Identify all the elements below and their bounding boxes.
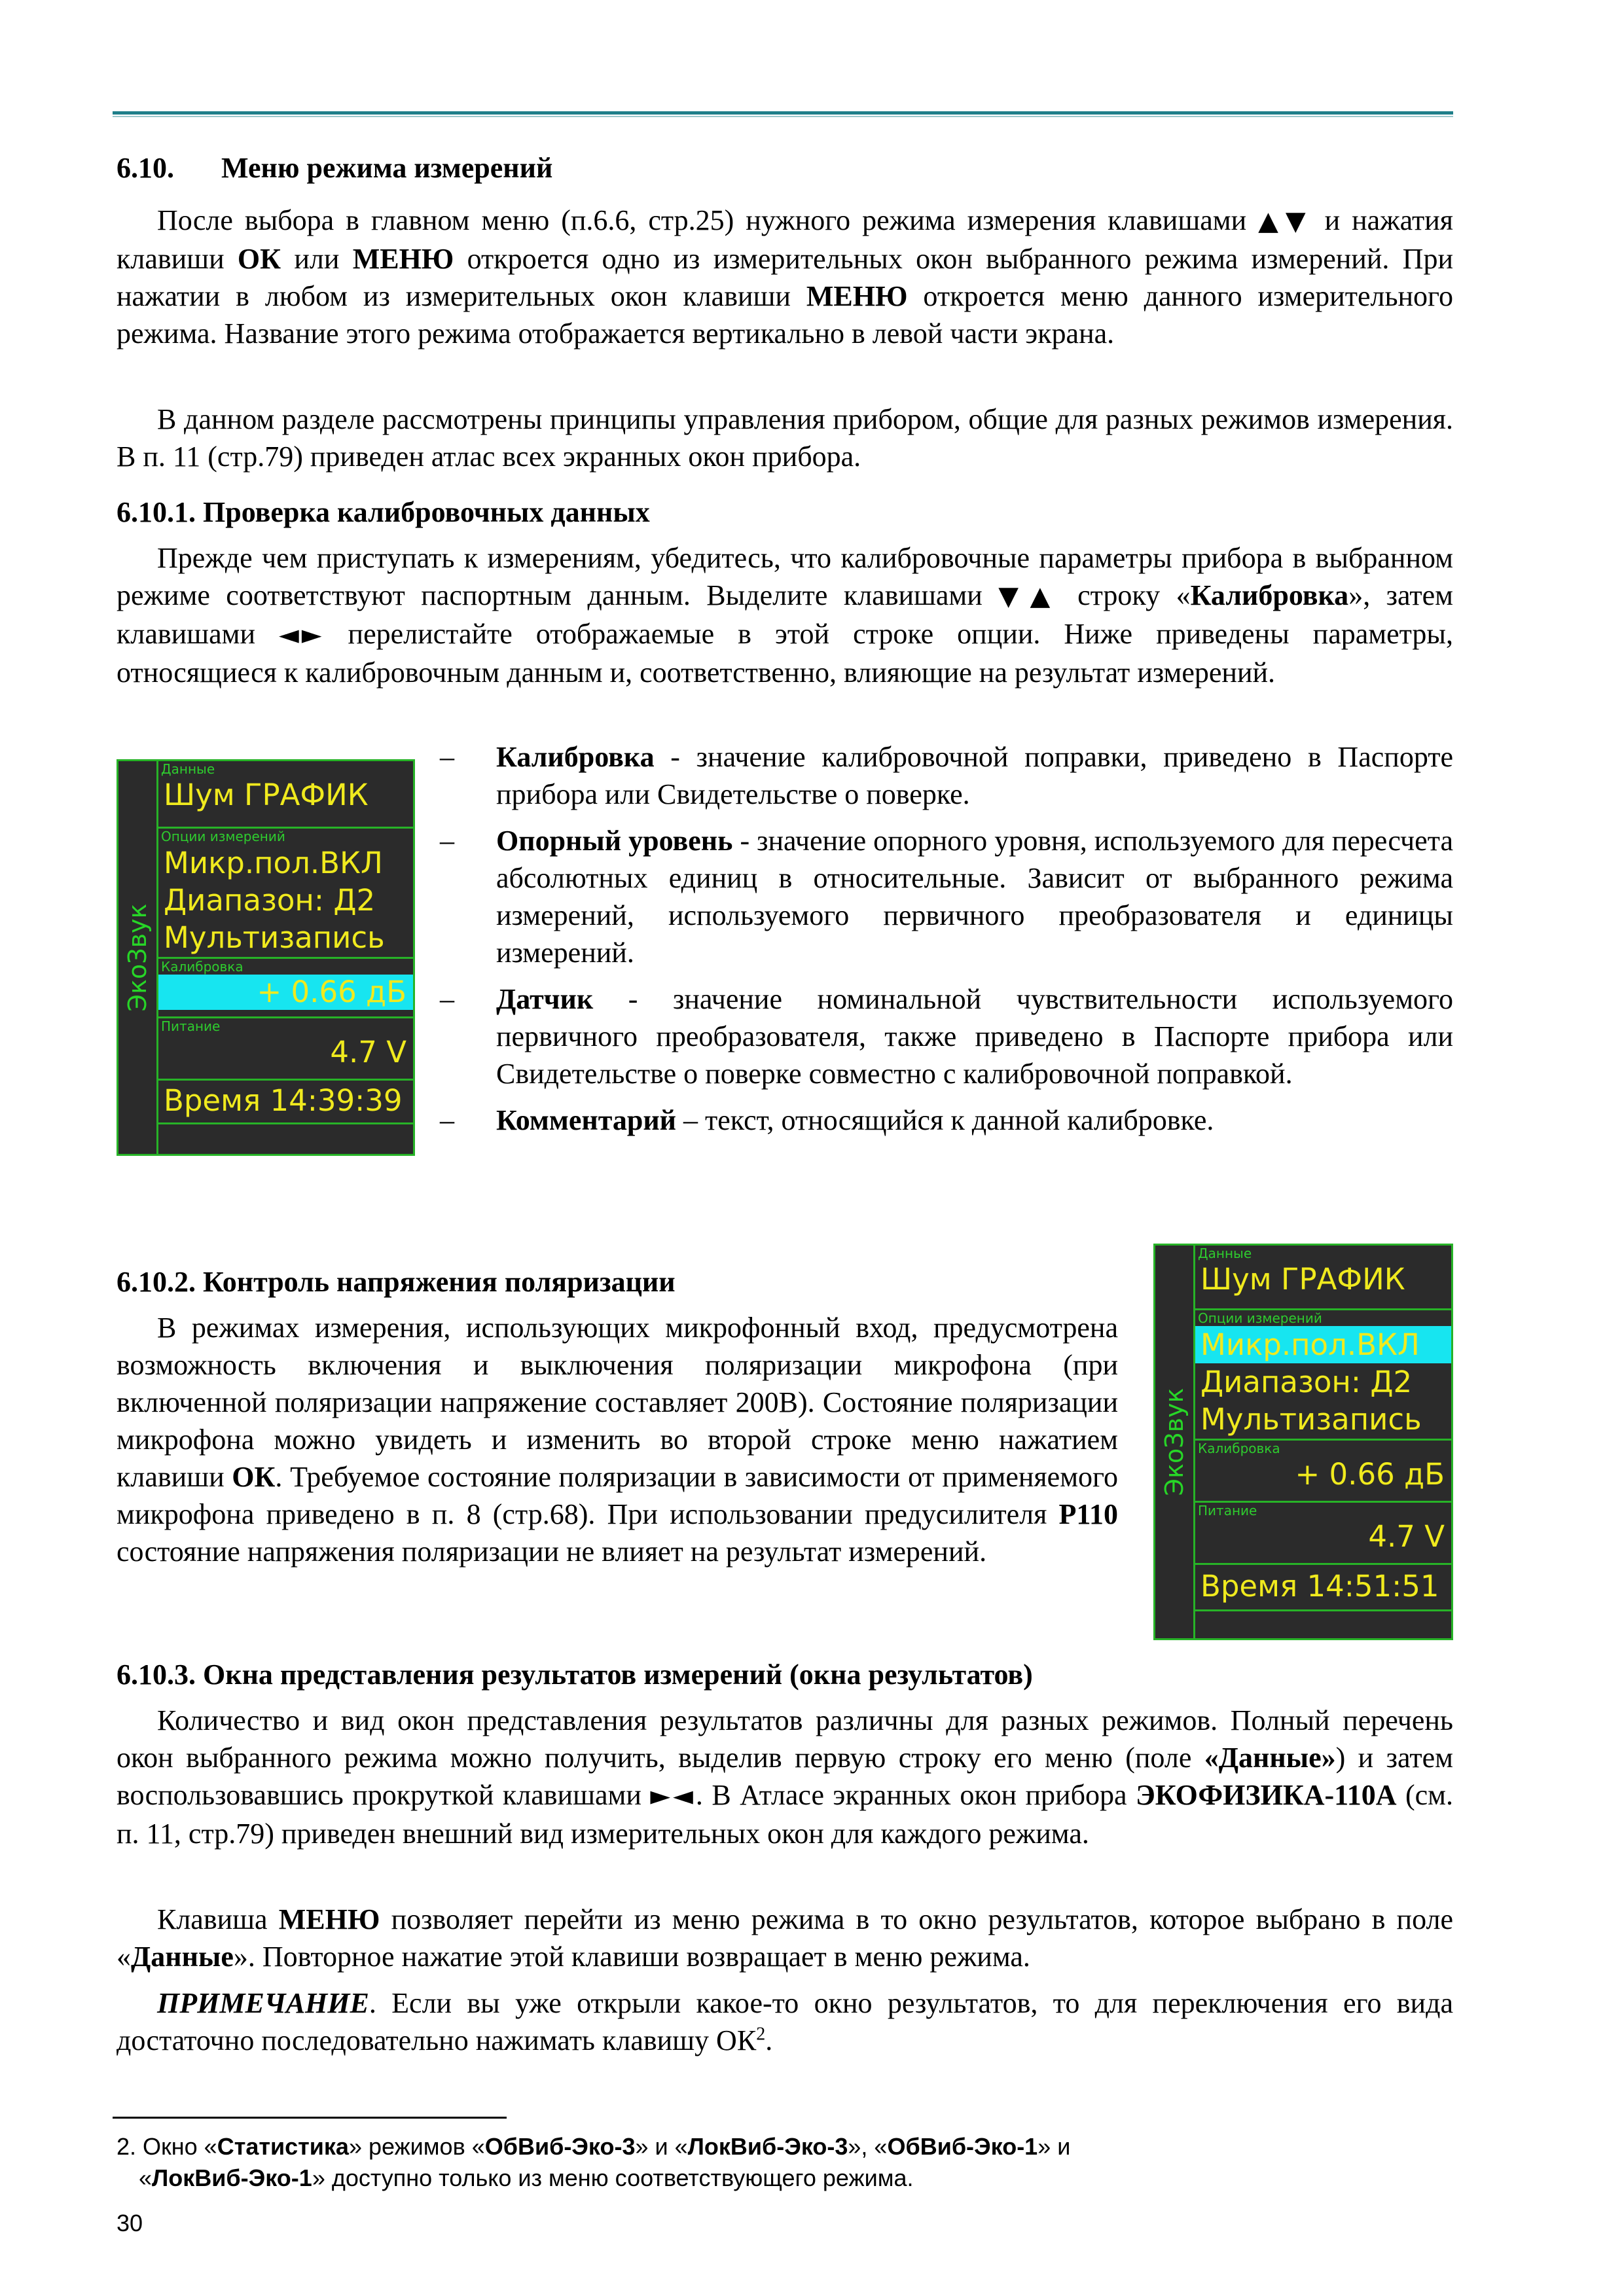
power-label: Питание: [161, 1018, 221, 1034]
time-value: Время 14:39:39: [164, 1083, 403, 1118]
options-label: Опции измерений: [161, 829, 285, 844]
up-down-keys-icon: ▲▼: [1258, 206, 1313, 236]
power-label: Питание: [1198, 1503, 1257, 1518]
list-item: – Калибровка - значение калибровочной поправки, приведено в Паспорте прибора или Свидетельстве о поверке.: [440, 741, 1453, 810]
options-label: Опции измерений: [1198, 1310, 1322, 1326]
header-rule-accent: [113, 116, 1453, 117]
mode-name-vertical: ЭкоЗвук: [118, 761, 158, 1154]
section-number: 6.10.: [117, 152, 174, 184]
list-item: – Датчик - значение номинальной чувствительности используемого первичного преобразователя, также приведено в Паспорте прибора или Свидетельстве о поверке совместно с калибровочной поправкой.: [440, 983, 1453, 1090]
section-heading-6-10-1: 6.10.1. Проверка калибровочных данных: [117, 496, 650, 528]
data-value: Шум ГРАФИК: [1200, 1262, 1405, 1297]
down-up-keys-icon: ▼▲: [998, 581, 1062, 611]
paragraph-principles: В данном разделе рассмотрены принципы управления прибором, общие для разных режимов измерения. В п. 11 (стр.79) приведен атлас всех экранных окон прибора.: [117, 403, 1453, 473]
option-polarization: Микр.пол.ВКЛ: [164, 846, 383, 880]
paragraph-intro: После выбора в главном меню (п.6.6, стр.25) нужного режима измерения клавишами ▲▼ и нажатия клавиши ОК или МЕНЮ откроется одно из измерительных окон выбранного режима измерений. При нажатии в любом из измерительных окон клавиши МЕНЮ откроется меню данного измерительного режима. Название этого режима отображается вертикально в левой части экрана.: [117, 204, 1454, 350]
footnote-rule: [113, 2117, 507, 2119]
section-heading-6-10-2: 6.10.2. Контроль напряжения поляризации: [117, 1266, 676, 1298]
paragraph-note: ПРИМЕЧАНИЕ. Если вы уже открыли какое-то окно результатов, то для переключения его вида достаточно последовательно нажимать клавишу $ОК^2$.: [117, 1987, 1453, 2056]
data-label: Данные: [161, 761, 215, 777]
device-screen-polarization: [1153, 1244, 1453, 1640]
mode-name-vertical: ЭкоЗвук: [1155, 1246, 1195, 1638]
paragraph-result-windows: Количество и вид окон представления результатов различны для разных режимов. Полный перечень окон выбранного режима можно получить, выделив первую строку его меню (поле «Данные») и затем воспользовавшись прокруткой клавишами ►◄. В Атласе экранных окон прибора ЭКОФИЗИКА-110А (см. п. 11, стр.79) приведен внешний вид измерительных окон для каждого режима.: [117, 1704, 1454, 1850]
power-value: 4.7 V: [1368, 1519, 1445, 1554]
left-right-keys-icon: ◄►: [279, 620, 325, 650]
header-rule: [113, 111, 1453, 115]
right-left-keys-icon: ►◄: [650, 1781, 696, 1811]
page-number: 30: [117, 2210, 143, 2236]
option-polarization: Микр.пол.ВКЛ: [1195, 1326, 1451, 1363]
list-item: – Комментарий – текст, относящийся к данной калибровке.: [440, 1104, 1214, 1136]
list-item: – Опорный уровень - значение опорного уровня, используемого для пересчета абсолютных единиц в относительные. Зависит от выбранного режима измерений, используемого первичного преобразователя и единицы измерений.: [440, 825, 1453, 969]
calibration-value: + 0.66 дБ: [158, 975, 413, 1010]
section-title: Меню режима измерений: [221, 152, 553, 184]
option-range: Диапазон: Д2: [164, 883, 376, 918]
data-value: Шум ГРАФИК: [164, 778, 369, 812]
calibration-label: Калибровка: [1198, 1441, 1280, 1456]
calibration-parameters-list: [440, 738, 1453, 1148]
option-multirecord: Мультизапись: [164, 920, 385, 955]
power-value: 4.7 V: [330, 1035, 406, 1069]
device-screen-calibration: [117, 759, 415, 1156]
section-heading-6-10: [117, 149, 552, 187]
paragraph-polarization: В режимах измерения, использующих микрофонный вход, предусмотрена возможность включения и выключения поляризации микрофона (при включенной поляризации напряжение составляет 200В). Состояние поляризации микрофона можно увидеть и изменить во второй строке меню нажатием клавиши ОК. Требуемое состояние поляризации в зависимости от применяемого микрофона приведено в п. 8 (стр.68). При использовании предусилителя Р110 состояние напряжения поляризации не влияет на результат измерений.: [117, 1312, 1118, 1568]
calibration-label: Калибровка: [161, 959, 244, 975]
time-value: Время 14:51:51: [1200, 1569, 1439, 1604]
paragraph-calibration: Прежде чем приступать к измерениям, убедитесь, что калибровочные параметры прибора в выбранном режиме соответствуют паспортным данным. Выделите клавишами ▼▲ строку «Калибровка», затем клавишами ◄► перелистайте отображаемые в этой строке опции. Ниже приведены параметры, относящиеся к калибровочным данным и, соответственно, влияющие на результат измерений.: [117, 542, 1453, 689]
option-multirecord: Мультизапись: [1200, 1402, 1422, 1437]
calibration-value: + 0.66 дБ: [1295, 1457, 1445, 1492]
data-label: Данные: [1198, 1246, 1252, 1261]
footnote: 2. Окно «Статистика» режимов «ОбВиб-Эко-3» и «ЛокВиб-Эко-3», «ОбВиб-Эко-1» и «ЛокВиб-Эко-1» доступно только из меню соответствующего режима.: [117, 2133, 1071, 2191]
option-range: Диапазон: Д2: [1200, 1365, 1413, 1399]
section-heading-6-10-3: 6.10.3. Окна представления результатов измерений (окна результатов): [117, 1659, 1033, 1691]
paragraph-menu-key: Клавиша МЕНЮ позволяет перейти из меню режима в то окно результатов, которое выбрано в поле «Данные». Повторное нажатие этой клавиши возвращает в меню режима.: [117, 1903, 1453, 1973]
